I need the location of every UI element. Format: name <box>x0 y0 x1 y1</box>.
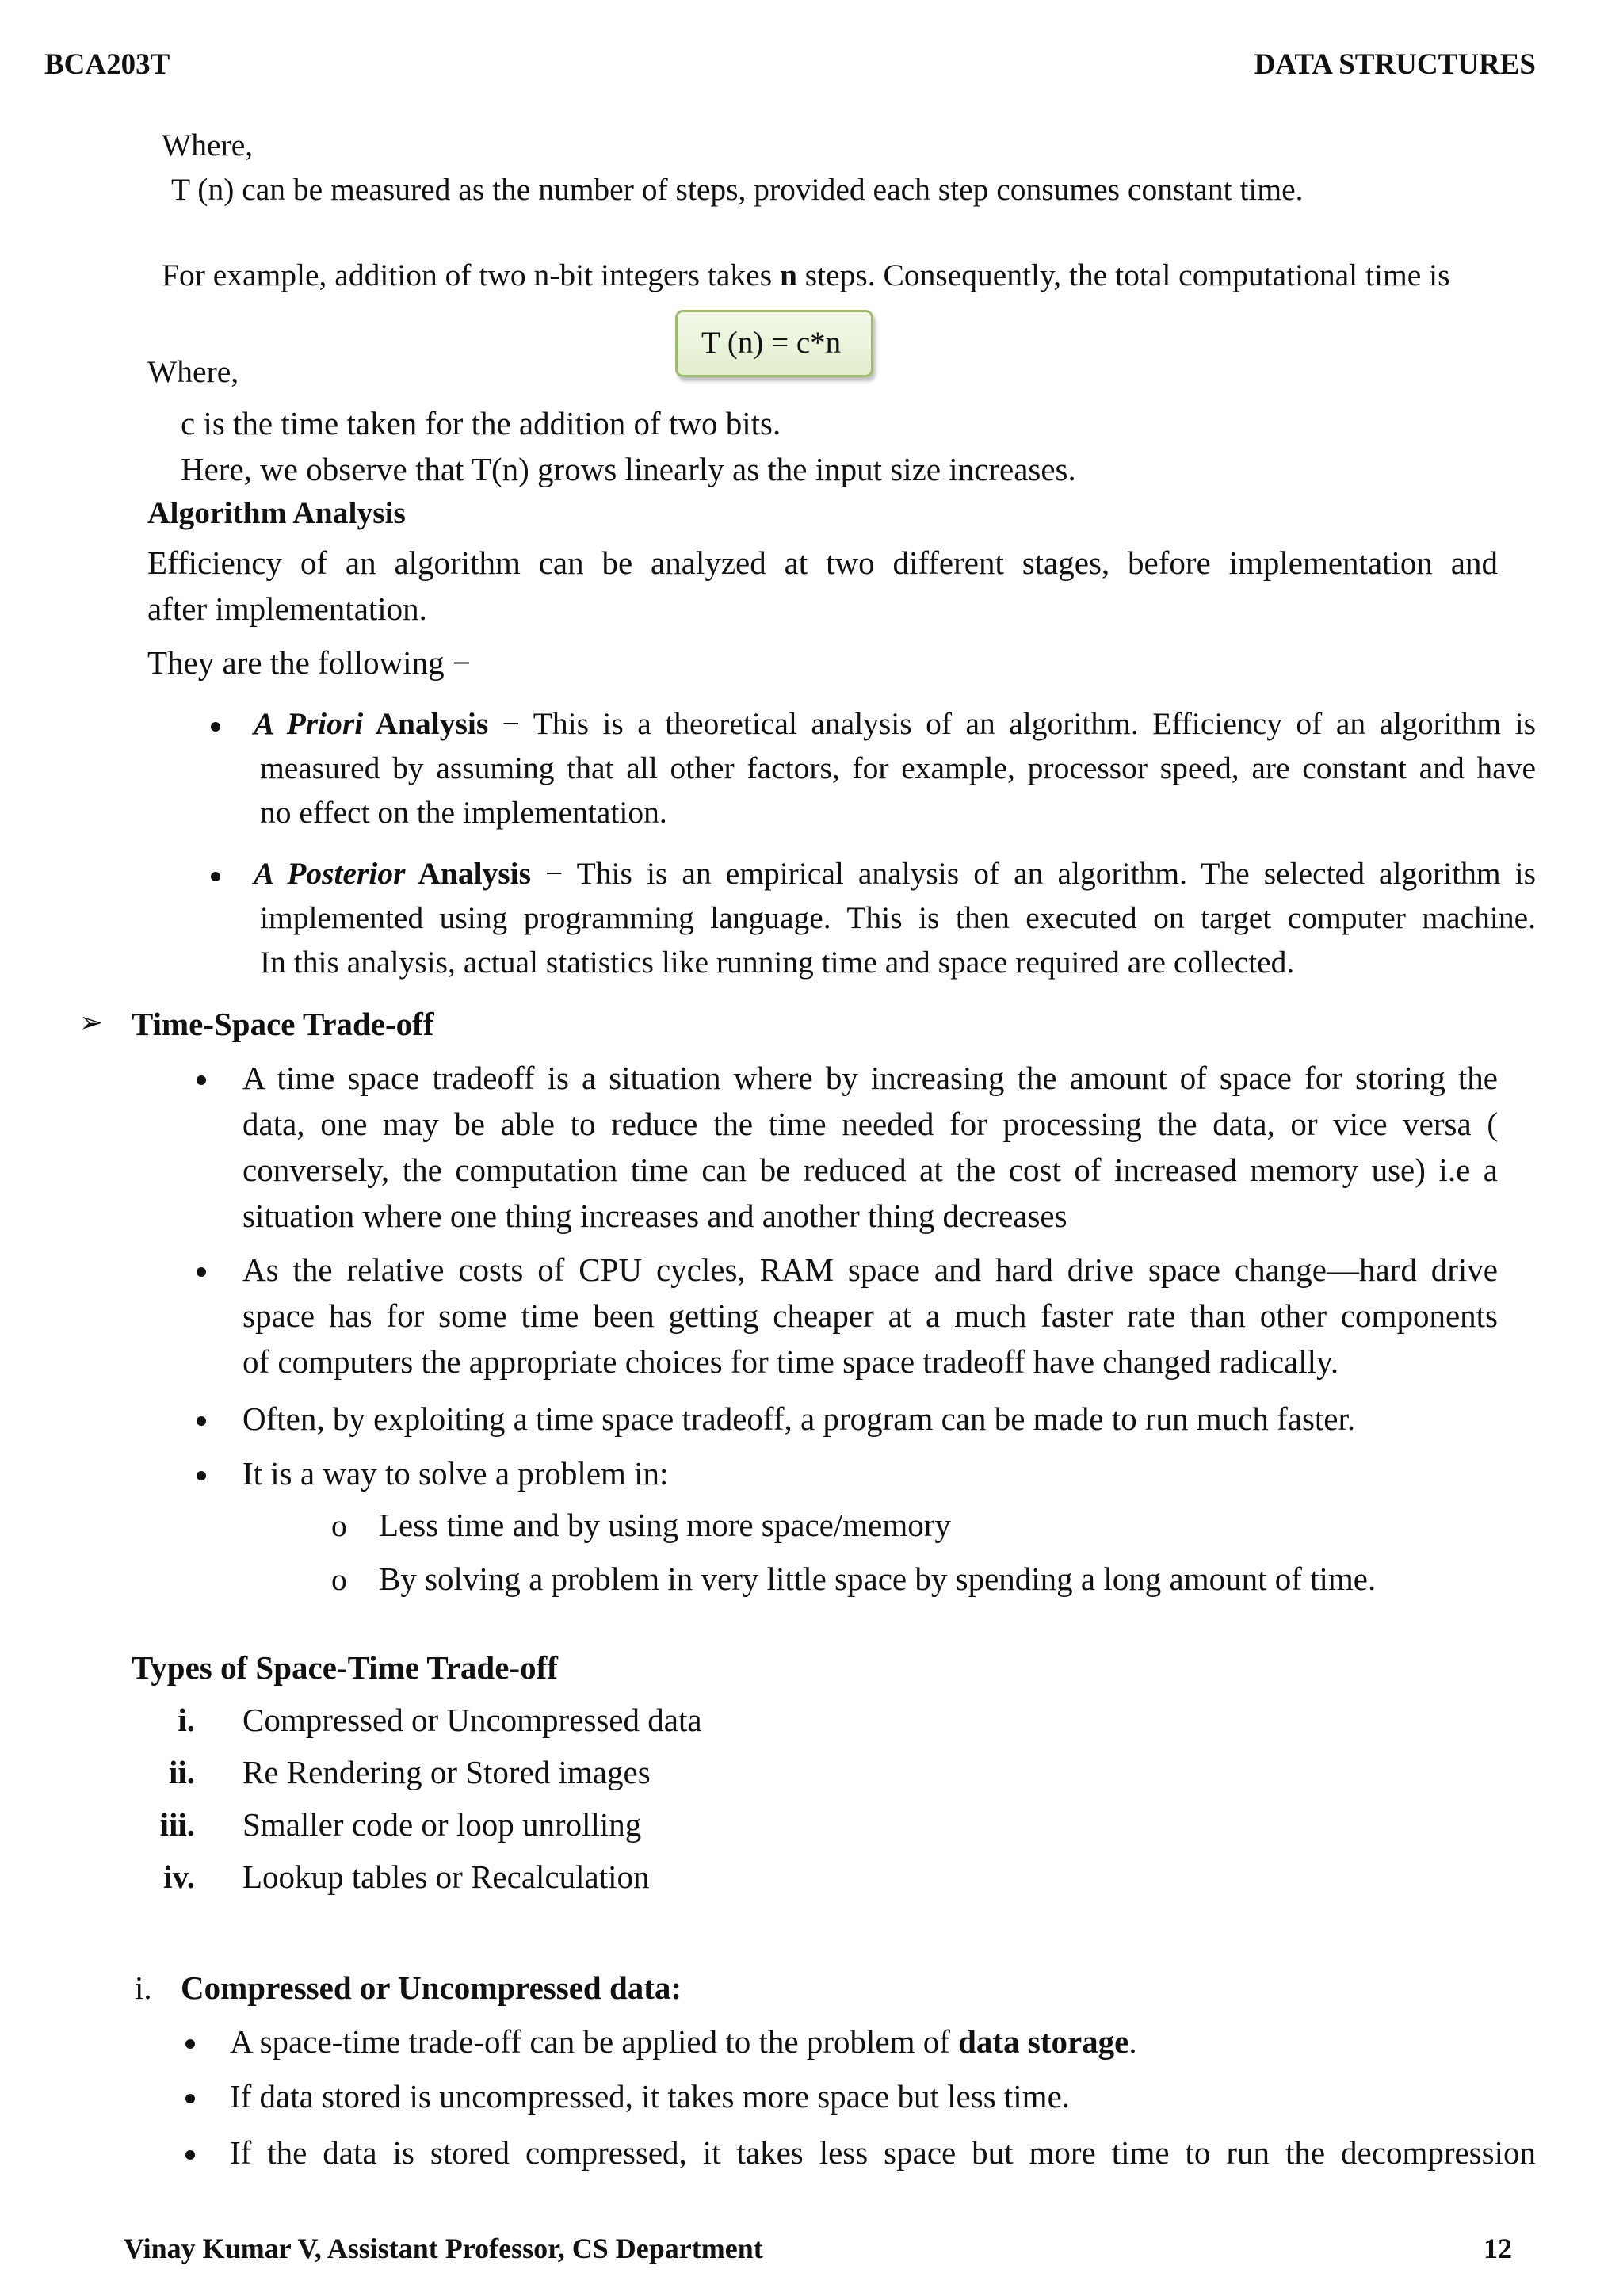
types-num-3: iii. <box>159 1806 195 1843</box>
bullet <box>197 1416 206 1426</box>
formula-text: T (n) = c*n <box>701 326 842 360</box>
compressed-num: i. <box>135 1969 152 2006</box>
analysis-paragraph-line2: after implementation. <box>147 590 427 627</box>
tradeoff-b3: Often, by exploiting a time space tradeoff, a program can be made to run much faster. <box>242 1400 1356 1437</box>
tradeoff-b1-line3: conversely, the computation time can be reduced at the cost of increased memory use) i.e a <box>242 1152 1498 1188</box>
types-num-4: iv. <box>163 1859 195 1895</box>
bullet <box>211 872 220 881</box>
tradeoff-sub1: Less time and by using more space/memory <box>379 1507 951 1543</box>
compressed-b3: If the data is stored compressed, it takes less space but more time to run the decompression <box>230 2134 1536 2171</box>
following-label: They are the following − <box>147 644 471 681</box>
posterior-line1: A Posterior Analysis − This is an empirical analysis of an algorithm. The selected algorithm is <box>254 856 1536 891</box>
types-num-2: ii. <box>168 1754 195 1790</box>
where-label-1: Where, <box>162 128 254 162</box>
priori-line1: A Priori Analysis − This is a theoretical analysis of an algorithm. Efficiency of an algorithm is <box>254 706 1536 741</box>
example-text: For example, addition of two n-bit integers takes n steps. Consequently, the total computational time is <box>162 258 1450 292</box>
tradeoff-b2-line2: space has for some time been getting cheaper at a much faster rate than other components <box>242 1297 1498 1334</box>
course-code: BCA203T <box>44 48 170 81</box>
bullet <box>185 2094 195 2103</box>
types-item-1: Compressed or Uncompressed data <box>242 1702 702 1738</box>
posterior-line2: implemented using programming language. This is then executed on target computer machine. <box>260 900 1536 935</box>
formula-box <box>675 310 873 377</box>
types-heading: Types of Space-Time Trade-off <box>132 1649 558 1686</box>
page-number: 12 <box>1484 2233 1512 2264</box>
priori-line2: measured by assuming that all other factors, for example, processor speed, are constant and have <box>260 751 1536 785</box>
tradeoff-b1-line4: situation where one thing increases and another thing decreases <box>242 1198 1067 1234</box>
tradeoff-b1-line1: A time space tradeoff is a situation where by increasing the amount of space for storing the <box>242 1060 1498 1096</box>
linear-growth-note: Here, we observe that T(n) grows linearly as the input size increases. <box>181 451 1076 487</box>
types-item-4: Lookup tables or Recalculation <box>242 1859 650 1895</box>
types-item-2: Re Rendering or Stored images <box>242 1754 651 1790</box>
analysis-paragraph-line1: Efficiency of an algorithm can be analyzed at two different stages, before implementation and <box>147 544 1498 581</box>
bullet <box>197 1075 206 1085</box>
types-num-1: i. <box>178 1702 195 1738</box>
compressed-heading: Compressed or Uncompressed data: <box>181 1969 682 2006</box>
tradeoff-b1-line2: data, one may be able to reduce the time needed for processing the data, or vice versa ( <box>242 1106 1498 1142</box>
tradeoff-b2-line3: of computers the appropriate choices for time space tradeoff have changed radically. <box>242 1343 1339 1380</box>
bullet <box>185 2039 195 2049</box>
footer-author: Vinay Kumar V, Assistant Professor, CS Department <box>124 2233 763 2264</box>
priori-line3: no effect on the implementation. <box>260 795 667 830</box>
tradeoff-b2-line1: As the relative costs of CPU cycles, RAM space and hard drive space change—hard drive <box>242 1251 1498 1288</box>
tn-definition: T (n) can be measured as the number of steps, provided each step consumes constant time. <box>171 172 1304 207</box>
where-label-2: Where, <box>147 354 239 389</box>
bullet <box>185 2150 195 2160</box>
sub-bullet-marker: o <box>331 1562 347 1597</box>
tradeoff-b4: It is a way to solve a problem in: <box>242 1455 669 1492</box>
subject-title: DATA STRUCTURES <box>1254 48 1536 81</box>
tradeoff-heading: Time-Space Trade-off <box>132 1006 434 1042</box>
compressed-b1: A space-time trade-off can be applied to the problem of data storage. <box>230 2023 1137 2060</box>
bullet <box>211 722 220 732</box>
posterior-line3: In this analysis, actual statistics like running time and space required are collected. <box>260 945 1295 980</box>
sub-bullet-marker: o <box>331 1508 347 1543</box>
compressed-b2: If data stored is uncompressed, it takes more space but less time. <box>230 2078 1071 2115</box>
tradeoff-sub2: By solving a problem in very little space by spending a long amount of time. <box>379 1561 1377 1597</box>
c-definition: c is the time taken for the addition of two bits. <box>181 405 781 441</box>
algorithm-analysis-heading: Algorithm Analysis <box>147 495 406 530</box>
bullet <box>197 1471 206 1480</box>
arrow-bullet-icon: ➢ <box>79 1007 104 1039</box>
types-item-3: Smaller code or loop unrolling <box>242 1806 642 1843</box>
bullet <box>197 1267 206 1277</box>
